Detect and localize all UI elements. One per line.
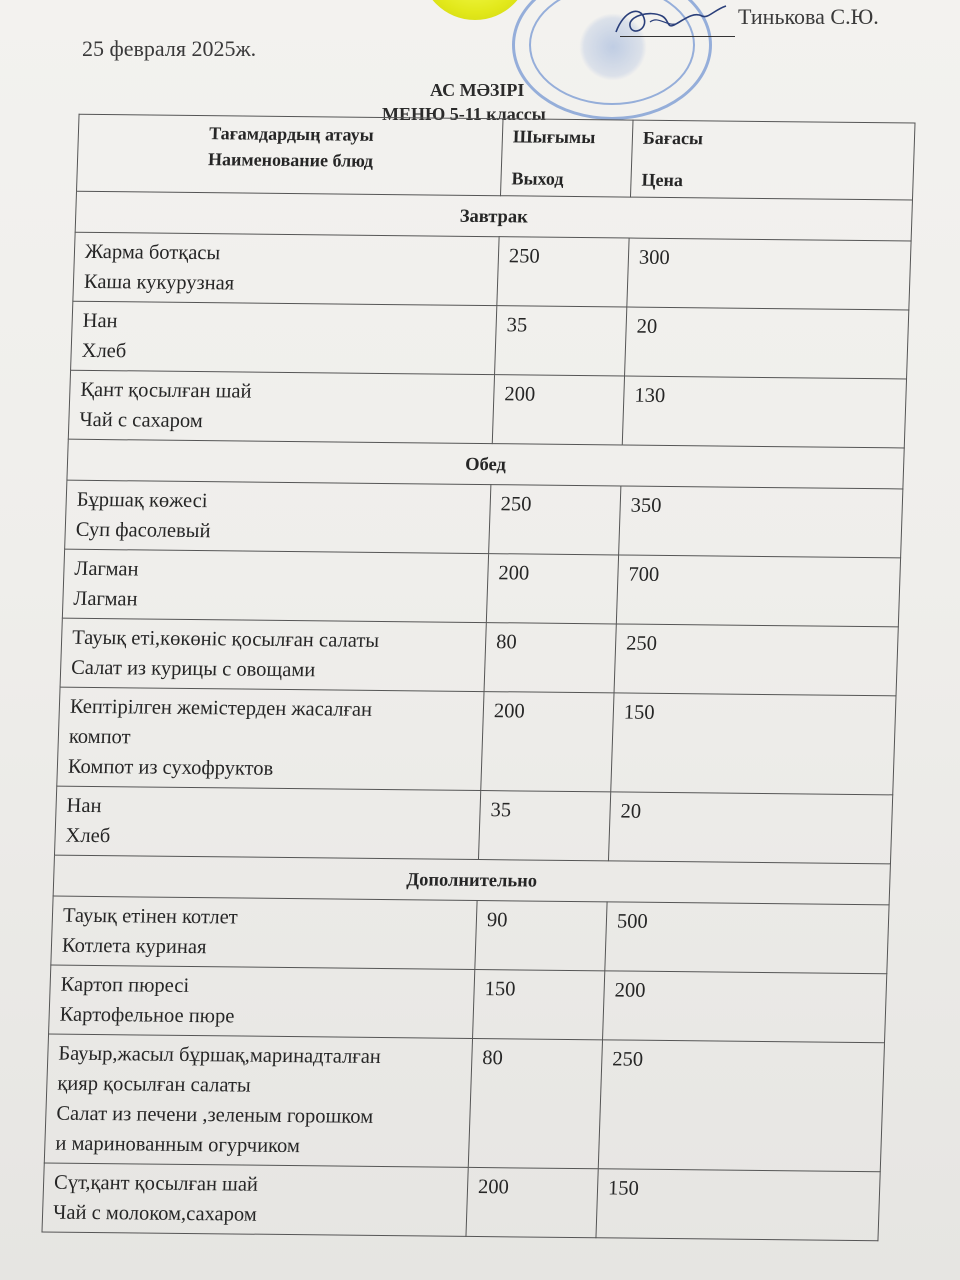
dish-output: 80 [468, 1038, 602, 1168]
dish-name-line: компот [68, 725, 131, 749]
dish-output: 200 [466, 1167, 598, 1237]
table-row [49, 965, 887, 1043]
dish-name [54, 786, 480, 859]
dish-name-line: Чай с сахаром [79, 408, 204, 433]
dish-name-line: Чай с молоком,сахаром [52, 1201, 258, 1226]
dish-name-line: Котлета куриная [61, 934, 207, 959]
column-name-ru: Наименование блюд [207, 149, 374, 171]
dish-name-line: Хлеб [81, 339, 127, 363]
column-output-kz: Шығымы [512, 126, 596, 148]
dish-name-line: Компот из сухофруктов [67, 755, 274, 780]
menu-table [41, 114, 915, 1241]
dish-name [42, 1163, 468, 1236]
menu-title-ru: МЕНЮ 5-11 классы [382, 104, 546, 124]
column-name-kz: Тағамдардың атауы [208, 123, 375, 145]
section-title: Дополнительно [53, 855, 890, 905]
dish-output: 35 [478, 791, 610, 861]
dish-price: 500 [605, 902, 889, 974]
dish-price: 150 [611, 693, 896, 795]
dish-price: 300 [627, 238, 911, 310]
dish-name-line: Тауық еті,көкөніс қосылған салаты [71, 626, 380, 652]
table-row [57, 687, 896, 795]
column-header-name [77, 114, 504, 195]
dish-name [44, 1034, 472, 1167]
table-header-row [77, 114, 916, 200]
table-row [60, 618, 898, 696]
column-price-kz: Бағасы [642, 127, 704, 149]
dish-name [73, 232, 499, 305]
dish-name-line: Лагман [73, 587, 138, 611]
dish-name-line: Салат из печени ,зеленым горошком [56, 1102, 374, 1128]
dish-name-line: Сүт,қант қосылған шай [53, 1171, 259, 1196]
section-title: Завтрак [75, 191, 912, 241]
dish-name-line: қияр қосылған салаты [57, 1072, 252, 1097]
dish-price: 200 [603, 971, 887, 1043]
menu-title-kz: АС МӘЗІРІ [430, 80, 525, 100]
table-row [71, 301, 909, 379]
section-title: Обед [67, 439, 904, 489]
dish-name [68, 370, 494, 443]
dish-price: 20 [608, 792, 892, 864]
dish-name-line: Нан [66, 794, 102, 818]
dish-price: 150 [596, 1169, 880, 1241]
column-output-ru: Выход [511, 168, 564, 189]
dish-name-line: и маринованным огурчиком [55, 1132, 301, 1158]
dish-name-line: Бұршақ көжесі [76, 488, 208, 513]
dish-output: 250 [489, 485, 621, 555]
dish-price: 20 [625, 307, 909, 379]
table-row [51, 896, 889, 974]
dish-name-line: Каша кукурузная [83, 270, 235, 295]
table-row [73, 232, 911, 310]
dish-name-line: Нан [82, 309, 118, 333]
dish-name-line: Салат из курицы с овощами [70, 656, 316, 682]
dish-name [62, 549, 488, 622]
column-header-output [500, 119, 633, 197]
dish-name [49, 965, 475, 1038]
dish-name [71, 301, 497, 374]
signer-name: Тинькова С.Ю. [738, 4, 879, 29]
dish-price: 130 [622, 376, 906, 448]
dish-name-line: Кептірілген жемістерден жасалған [69, 695, 373, 721]
dish-name-line: Қант қосылған шай [80, 378, 252, 403]
column-price-ru: Цена [641, 169, 684, 191]
dish-name-line: Картоп пюресі [60, 973, 190, 997]
signature-line [620, 36, 735, 37]
dish-output: 200 [486, 554, 618, 624]
dish-output: 35 [495, 306, 627, 376]
dish-name-line: Тауық етінен котлет [62, 904, 239, 929]
dish-output: 200 [481, 692, 614, 792]
dish-price: 250 [614, 624, 898, 696]
dish-name-line: Лагман [74, 557, 139, 581]
table-row [44, 1034, 884, 1172]
dish-price: 350 [619, 486, 903, 558]
dish-output: 90 [475, 900, 607, 970]
dish-name-line: Жарма ботқасы [84, 240, 221, 265]
dish-name [60, 618, 486, 691]
table-row [62, 549, 900, 627]
dish-name-line: Картофельное пюре [59, 1003, 235, 1028]
dish-name [57, 687, 484, 790]
table-row [42, 1163, 880, 1241]
dish-name [51, 896, 477, 969]
dish-output: 200 [492, 375, 624, 445]
dish-name-line: Хлеб [65, 824, 111, 848]
column-header-price [630, 120, 915, 200]
table-row [54, 786, 892, 864]
dish-output: 150 [473, 969, 605, 1039]
table-row [65, 480, 903, 558]
dish-name [65, 480, 491, 553]
dish-name-line: Суп фасолевый [75, 518, 211, 543]
dish-output: 250 [497, 237, 629, 307]
table-row [68, 370, 906, 448]
dish-price: 700 [616, 555, 900, 627]
dish-price: 250 [598, 1040, 884, 1172]
document-date: 25 февраля 2025ж. [82, 36, 257, 61]
dish-output: 80 [484, 623, 616, 693]
dish-name-line: Бауыр,жасыл бұршақ,маринадталған [58, 1042, 382, 1068]
